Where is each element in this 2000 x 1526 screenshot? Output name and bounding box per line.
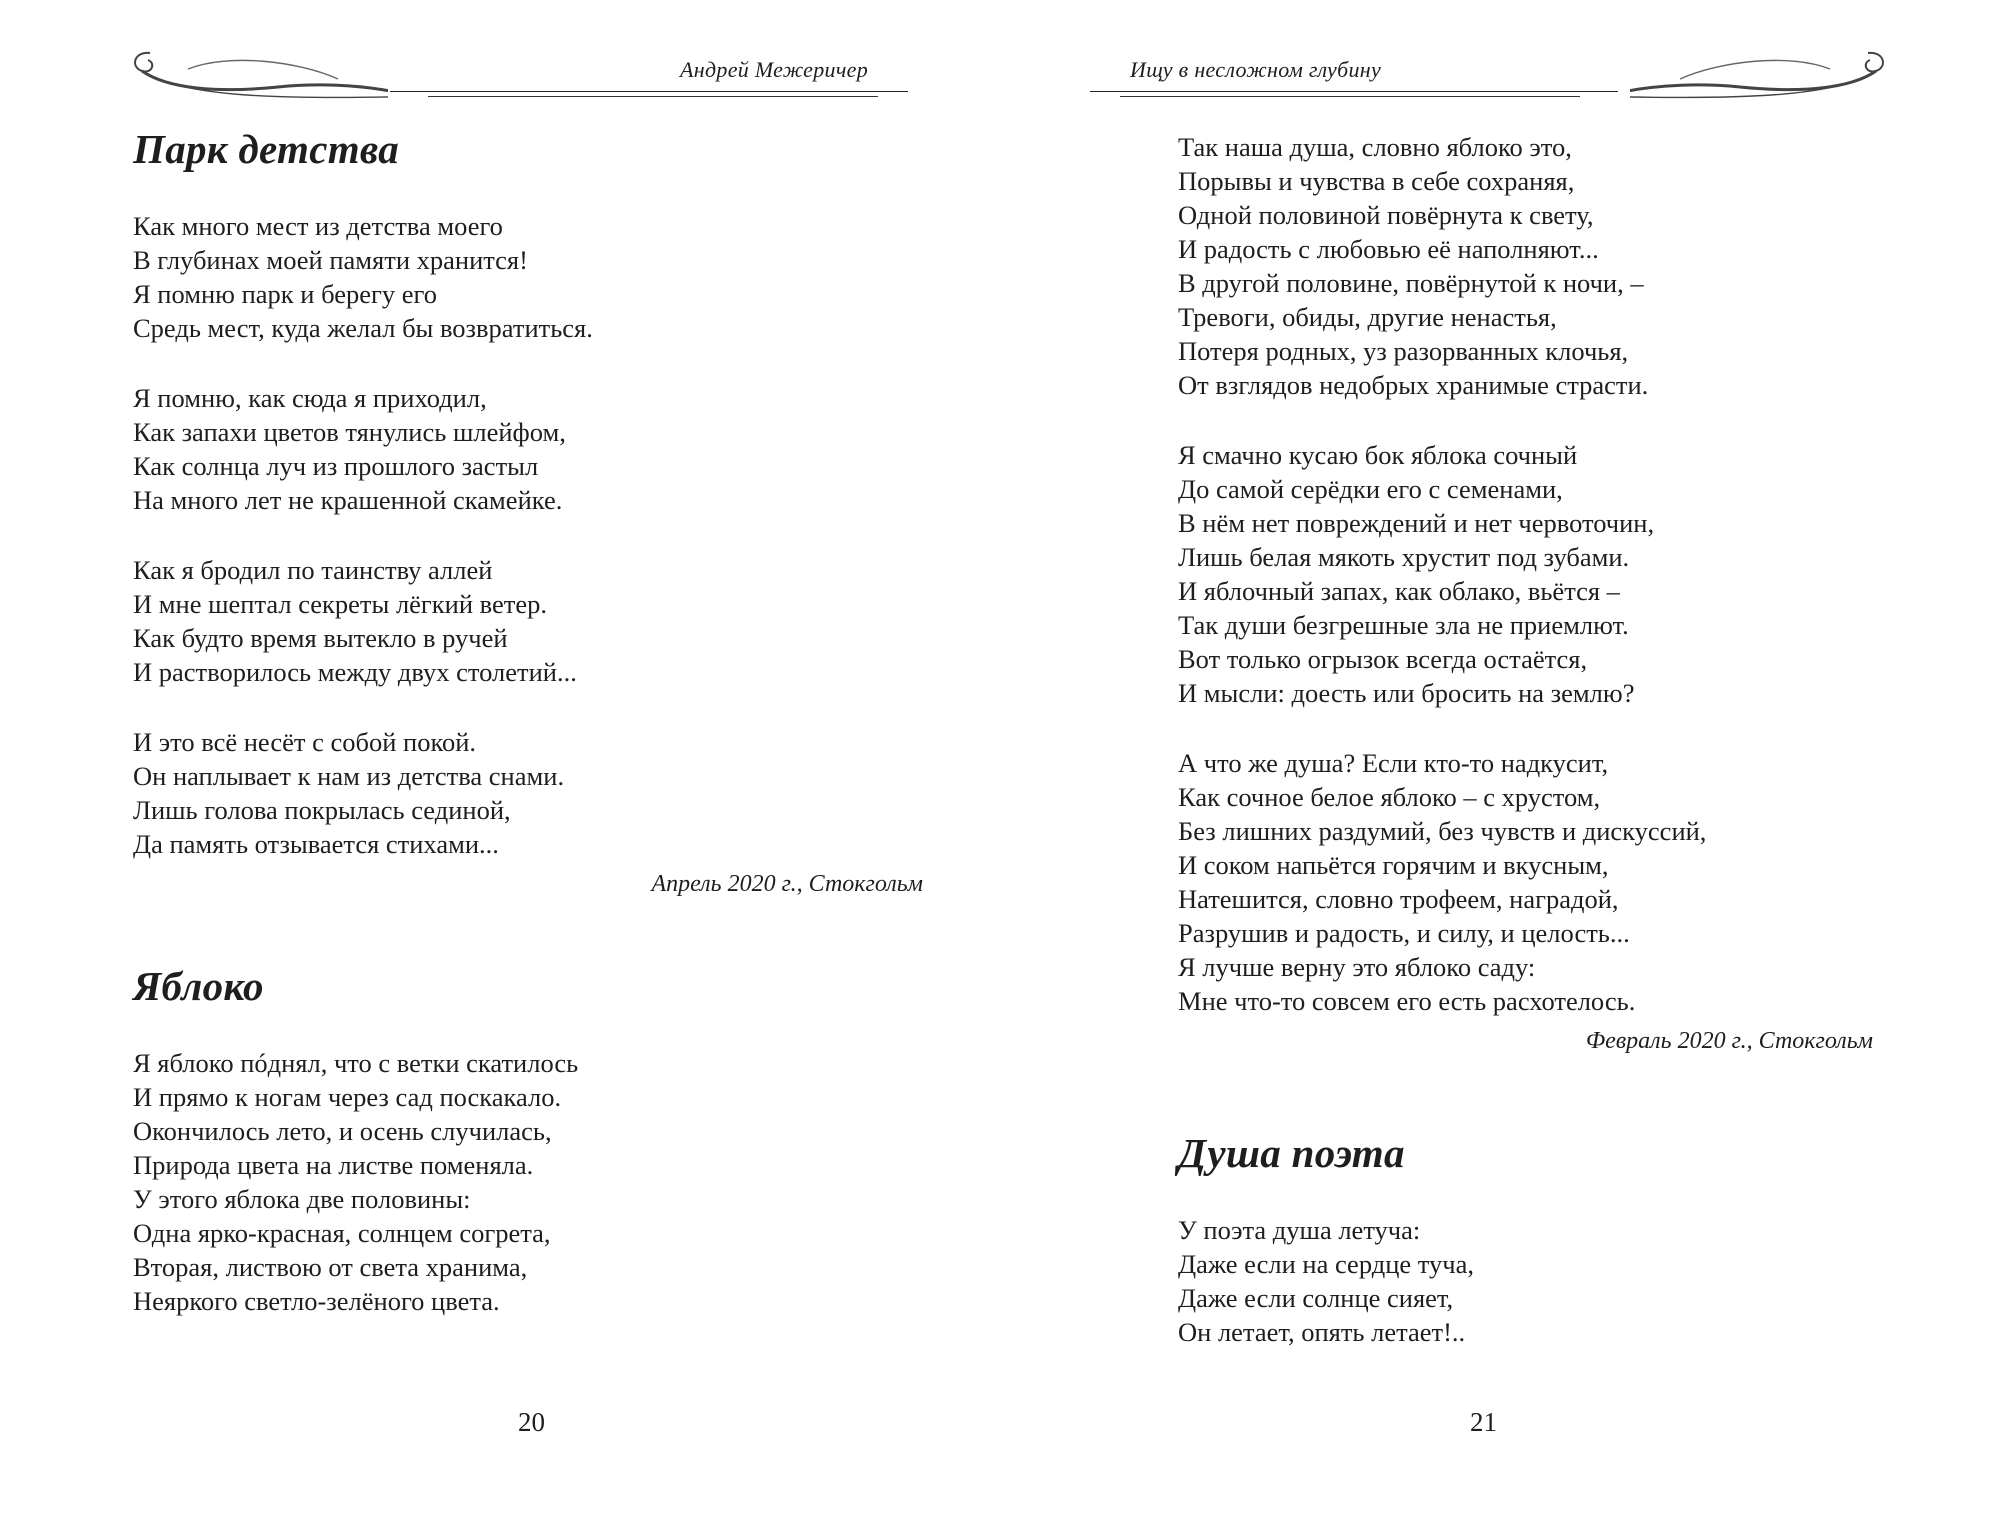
- verse-line: И соком напьётся горячим и вкусным,: [1178, 850, 1609, 880]
- page-number: 20: [518, 1407, 545, 1437]
- verse-line: Одной половиной повёрнута к свету,: [1178, 200, 1594, 230]
- verse-line: И мне шептал секреты лёгкий ветер.: [133, 589, 547, 619]
- verse-line: Тревоги, обиды, другие ненастья,: [1178, 302, 1557, 332]
- header-rule: [1090, 91, 1618, 92]
- verse-line: У поэта душа летуча:: [1178, 1215, 1421, 1245]
- stanza: [133, 381, 953, 517]
- verse-line: Порывы и чувства в себе сохраняя,: [1178, 166, 1575, 196]
- verse-line: И яблочный запах, как облако, вьётся –: [1178, 576, 1620, 606]
- verse-line: Я лучше верну это яблоко саду:: [1178, 952, 1536, 982]
- verse-line: Вот только огрызок всегда остаётся,: [1178, 644, 1588, 674]
- verse-line: Я помню, как сюда я приходил,: [133, 383, 487, 413]
- verse-line: Неяркого светло-зелёного цвета.: [133, 1286, 500, 1316]
- verse-line: Я смачно кусаю бок яблока сочный: [1178, 440, 1578, 470]
- verse-line: И радость с любовью её наполняют...: [1178, 234, 1599, 264]
- poem-signature: Февраль 2020 г., Стокгольм: [1585, 1028, 1873, 1054]
- verse-line: Натешится, словно трофеем, наградой,: [1178, 884, 1619, 914]
- right-column: [1178, 130, 1898, 1349]
- verse-line: Он летает, опять летает!..: [1178, 1317, 1466, 1347]
- poem-title: Яблоко: [133, 963, 264, 1009]
- verse-line: Он наплывает к нам из детства снами.: [133, 761, 565, 791]
- verse-line: Лишь голова покрылась сединой,: [133, 795, 511, 825]
- verse-line: Без лишних раздумий, без чувств и дискуссий,: [1178, 816, 1707, 846]
- stanza: [133, 1046, 953, 1318]
- stanza: [133, 725, 953, 861]
- verse-line: Так души безгрешные зла не приемлют.: [1178, 610, 1629, 640]
- verse-line: Как я бродил по таинству аллей: [133, 555, 493, 585]
- verse-line: Как сочное белое яблоко – с хрустом,: [1178, 782, 1601, 812]
- stanza: [1178, 1213, 1898, 1349]
- header-rule-thin: [428, 96, 878, 97]
- verse-line: А что же душа? Если кто-то надкусит,: [1178, 748, 1609, 778]
- verse-line: Так наша душа, словно яблоко это,: [1178, 132, 1572, 162]
- poem-title: Парк детства: [133, 126, 400, 172]
- verse-line: Я яблоко пóднял, что с ветки скатилось: [133, 1048, 579, 1078]
- stanza: [133, 553, 953, 689]
- stanza: [1178, 746, 1898, 1018]
- poem-body: [133, 209, 953, 861]
- verse-line: Как солнца луч из прошлого застыл: [133, 451, 539, 481]
- verse-line: И это всё несёт с собой покой.: [133, 727, 477, 757]
- verse-line: Разрушив и радость, и силу, и целость...: [1178, 918, 1630, 948]
- verse-line: Я помню парк и берегу его: [133, 279, 437, 309]
- verse-line: От взглядов недобрых хранимые страсти.: [1178, 370, 1649, 400]
- verse-line: В другой половине, повёрнутой к ночи, –: [1178, 268, 1644, 298]
- right-page: [1000, 0, 2000, 1526]
- verse-line: У этого яблока две половины:: [133, 1184, 471, 1214]
- header-rule-thin: [1120, 96, 1580, 97]
- left-column: [133, 125, 953, 1318]
- verse-line: Средь мест, куда желал бы возвратиться.: [133, 313, 593, 343]
- verse-line: Да память отзывается стихами...: [133, 829, 499, 859]
- verse-line: И растворилось между двух столетий...: [133, 657, 577, 687]
- running-header: [1090, 45, 1880, 105]
- running-header: [128, 45, 908, 105]
- page-number: 21: [1470, 1407, 1497, 1437]
- verse-line: И мысли: доесть или бросить на землю?: [1178, 678, 1635, 708]
- verse-line: Как запахи цветов тянулись шлейфом,: [133, 417, 566, 447]
- verse-line: Даже если солнце сияет,: [1178, 1283, 1454, 1313]
- running-title: Андрей Межеричер: [680, 57, 868, 82]
- verse-line: Одна ярко-красная, солнцем согрета,: [133, 1218, 551, 1248]
- verse-line: В нём нет повреждений и нет червоточин,: [1178, 508, 1655, 538]
- verse-line: В глубинах моей памяти хранится!: [133, 245, 528, 275]
- running-title: Ищу в несложном глубину: [1130, 57, 1382, 82]
- stanza: [1178, 438, 1898, 710]
- stanza: [1178, 130, 1898, 402]
- verse-line: Мне что-то совсем его есть расхотелось.: [1178, 986, 1636, 1016]
- verse-line: Природа цвета на листве поменяла.: [133, 1150, 534, 1180]
- verse-line: Как будто время вытекло в ручей: [133, 623, 508, 653]
- poem-title: Душа поэта: [1178, 1130, 1405, 1176]
- flourish-ornament: [128, 45, 388, 105]
- verse-line: На много лет не крашенной скамейке.: [133, 485, 563, 515]
- verse-line: Как много мест из детства моего: [133, 211, 503, 241]
- verse-line: До самой серёдки его с семенами,: [1178, 474, 1563, 504]
- poem-signature: Апрель 2020 г., Стокгольм: [651, 871, 923, 897]
- flourish-ornament: [1630, 45, 1890, 105]
- verse-line: Даже если на сердце туча,: [1178, 1249, 1474, 1279]
- verse-line: Лишь белая мякоть хрустит под зубами.: [1178, 542, 1630, 572]
- header-rule: [390, 91, 908, 92]
- verse-line: Вторая, листвою от света хранима,: [133, 1252, 528, 1282]
- verse-line: Окончилось лето, и осень случилась,: [133, 1116, 552, 1146]
- stanza: [133, 209, 953, 345]
- verse-line: Потеря родных, уз разорванных клочья,: [1178, 336, 1629, 366]
- verse-line: И прямо к ногам через сад поскакало.: [133, 1082, 562, 1112]
